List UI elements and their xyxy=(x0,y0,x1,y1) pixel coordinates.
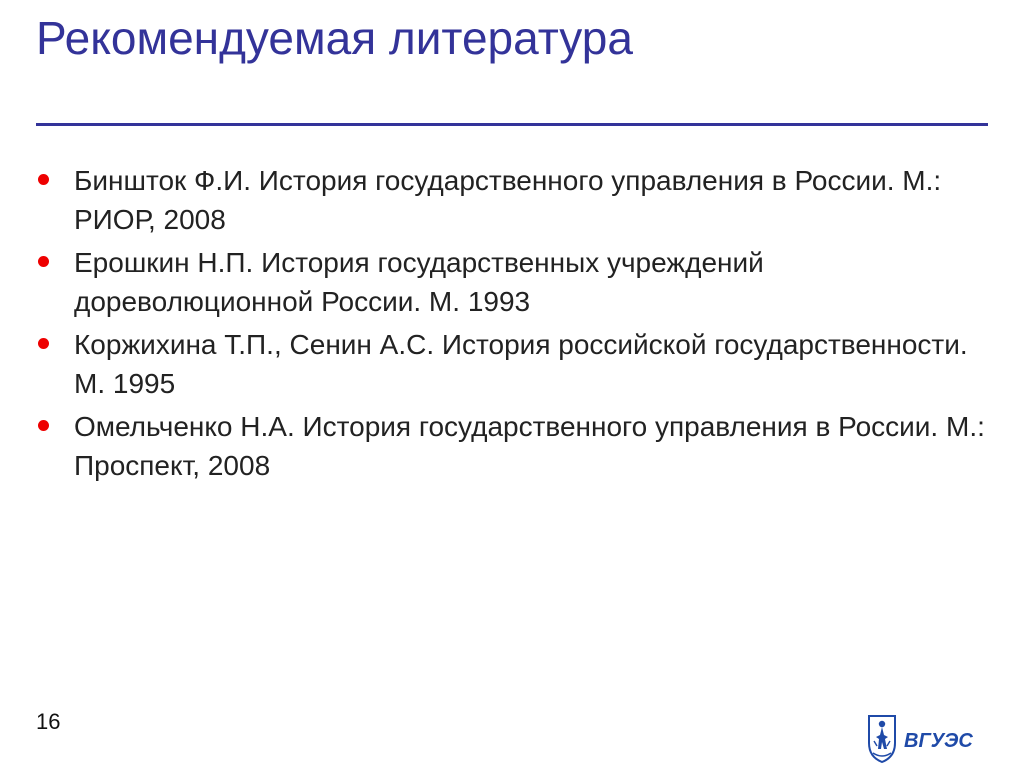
reference-text: Омельченко Н.А. История государственного управления в России. М.: Проспект, 2008 xyxy=(74,411,985,481)
bullet-icon xyxy=(38,256,49,267)
vgues-emblem-icon xyxy=(869,716,895,762)
slide-title: Рекомендуемая литература xyxy=(36,12,633,64)
reference-text: Коржихина Т.П., Сенин А.С. История российской государственности. М. 1995 xyxy=(74,329,968,399)
list-item xyxy=(36,242,986,321)
page-number: 16 xyxy=(36,709,61,734)
title-divider xyxy=(36,123,988,126)
bullet-icon xyxy=(38,420,49,431)
reference-text: Биншток Ф.И. История государственного управления в России. М.: РИОР, 2008 xyxy=(74,165,942,235)
list-item xyxy=(36,160,986,239)
list-item xyxy=(36,406,986,485)
reference-text: Ерошкин Н.П. История государственных учреждений дореволюционной России. М. 1993 xyxy=(74,247,764,317)
list-item xyxy=(36,324,986,403)
reference-list xyxy=(36,160,986,488)
svg-text:ВГУЭС: ВГУЭС xyxy=(904,730,973,752)
bullet-icon xyxy=(38,338,49,349)
university-logo xyxy=(865,713,990,763)
bullet-icon xyxy=(38,174,49,185)
logo-wordmark xyxy=(904,730,973,752)
